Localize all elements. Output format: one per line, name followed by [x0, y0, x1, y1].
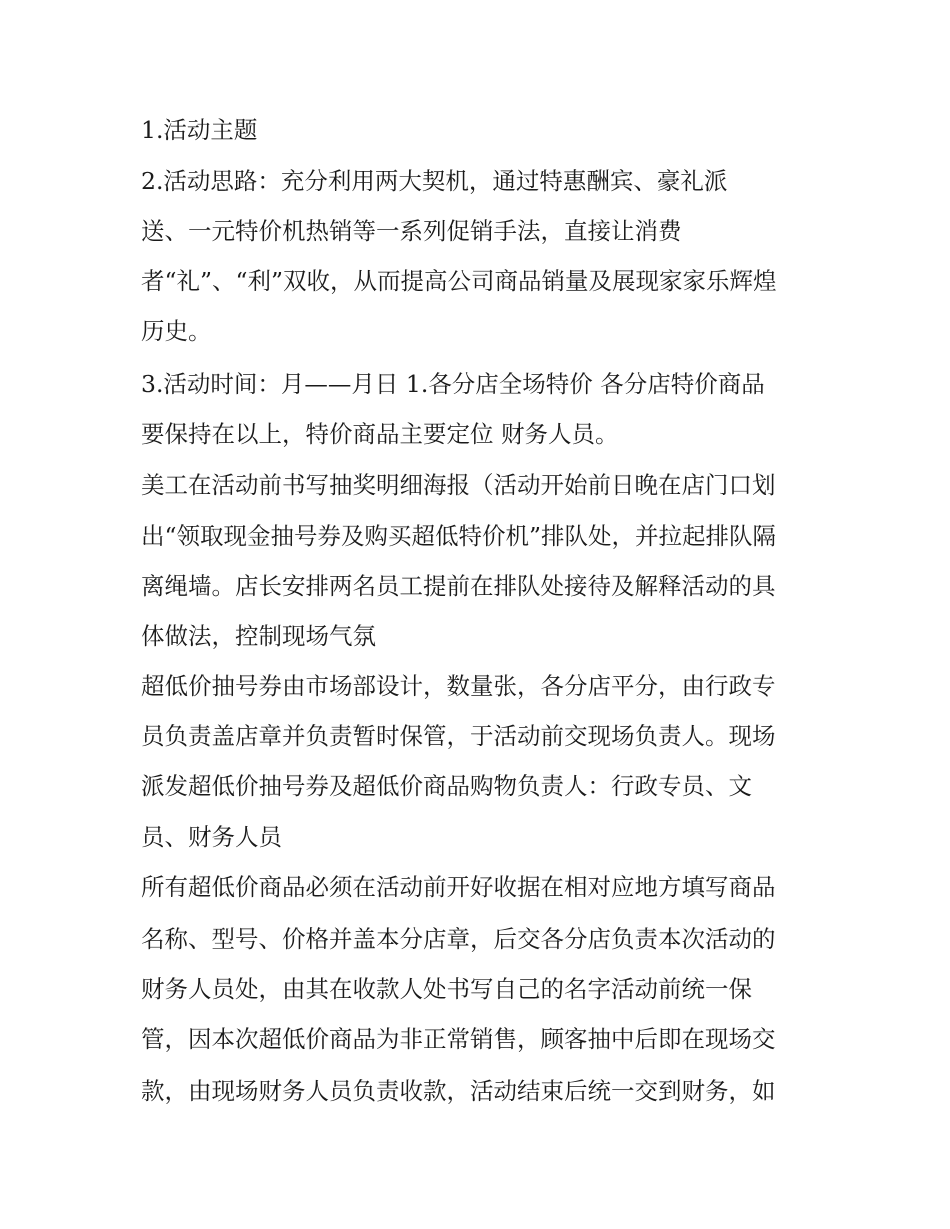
text-line: 要保持在以上，特价商品主要定位 财务人员。: [141, 420, 619, 448]
text-line: 3.活动时间：月——月日 1.各分店全场特价 各分店特价商品: [141, 370, 765, 398]
text-line: 1.活动主题: [141, 116, 258, 144]
text-line: 所有超低价商品必须在活动前开好收据在相对应地方填写商品: [141, 873, 776, 901]
text-line: 送、一元特价机热销等一系列促销手法，直接让消费: [141, 217, 682, 245]
text-line: 2.活动思路：充分利用两大契机，通过特惠酬宾、豪礼派: [141, 167, 728, 195]
text-line: 体做法，控制现场气氛: [141, 622, 376, 650]
text-line: 历史。: [141, 317, 212, 345]
text-line: 超低价抽号券由市场部设计，数量张，各分店平分，由行政专: [141, 672, 776, 700]
text-line: 管，因本次超低价商品为非正常销售，顾客抽中后即在现场交: [141, 1025, 776, 1053]
text-line: 员负责盖店章并负责暂时保管，于活动前交现场负责人。现场: [141, 722, 776, 750]
text-line: 员、财务人员: [141, 823, 282, 851]
text-line: 派发超低价抽号券及超低价商品购物负责人：行政专员、文: [141, 772, 752, 800]
text-line: 出“领取现金抽号券及购买超低特价机”排队处，并拉起排队隔: [141, 522, 777, 550]
text-line: 美工在活动前书写抽奖明细海报（活动开始前日晚在店门口划: [141, 471, 776, 499]
text-line: 款，由现场财务人员负责收款，活动结束后统一交到财务，如: [141, 1077, 776, 1105]
text-line: 者“礼”、“利”双收，从而提高公司商品销量及展现家家乐辉煌: [141, 267, 777, 295]
text-line: 财务人员处，由其在收款人处书写自己的名字活动前统一保: [141, 975, 752, 1003]
text-line: 名称、型号、价格并盖本分店章，后交各分店负责本次活动的: [141, 925, 776, 953]
text-line: 离绳墙。店长安排两名员工提前在排队处接待及解释活动的具: [141, 572, 776, 600]
